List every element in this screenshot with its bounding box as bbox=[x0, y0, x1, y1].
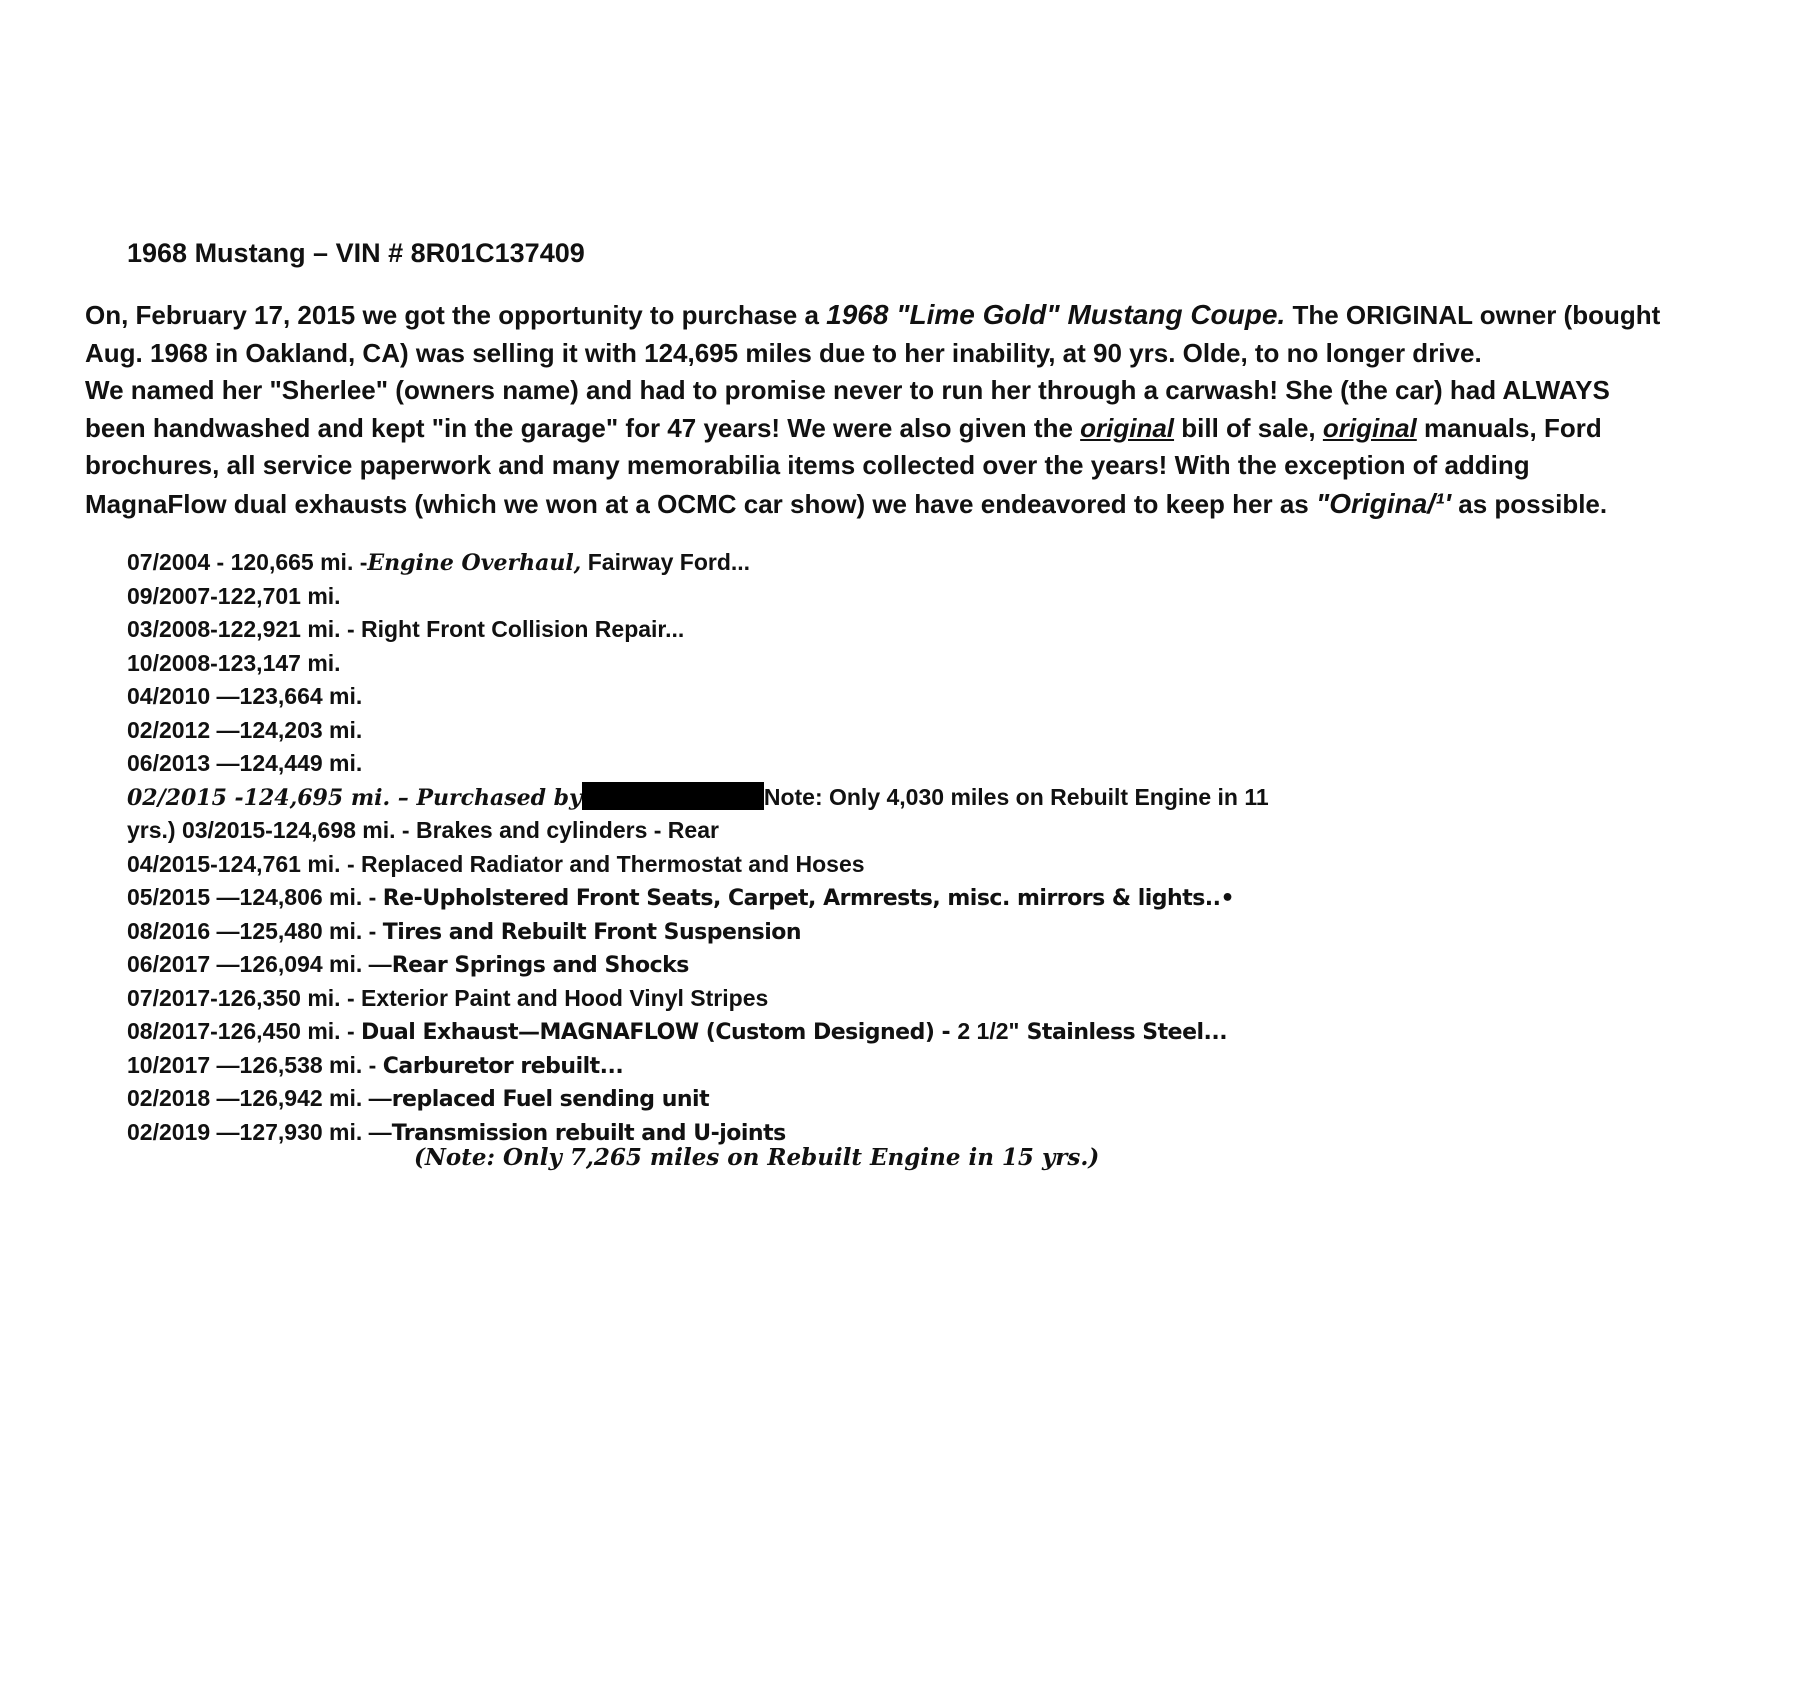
text-run: 08/2016 —125,480 mi. - bbox=[127, 917, 383, 944]
service-log-entry bbox=[127, 1082, 1269, 1116]
final-note: (Note: Only 7,265 miles on Rebuilt Engine in 15 yrs.) bbox=[414, 1144, 1100, 1171]
intro-line bbox=[85, 447, 1745, 485]
intro-line bbox=[85, 485, 1745, 524]
intro-line bbox=[85, 335, 1745, 373]
service-log-entry bbox=[127, 546, 1269, 580]
service-log-entry bbox=[127, 680, 1269, 714]
text-run: 02/2015 -124,695 mi. – Purchased by bbox=[127, 784, 582, 811]
text-run: 05/2015 —124,806 mi. - bbox=[127, 884, 383, 910]
service-log-entry bbox=[127, 948, 1269, 982]
service-log-entry bbox=[127, 982, 1269, 1016]
text-run: bill of sale, bbox=[1174, 412, 1323, 443]
text-run: original bbox=[1080, 412, 1175, 443]
text-run: Rear Springs and Shocks bbox=[391, 953, 689, 978]
intro-line bbox=[85, 296, 1745, 335]
text-run: On, February 17, 2015 we got the opportunity to purchase a bbox=[85, 300, 827, 330]
text-run: replaced Fuel sending unit bbox=[391, 1087, 710, 1112]
text-run: We named her "Sherlee" (owners name) and had to promise never to run her through a carwash! She (the car) had ALWAYS bbox=[85, 375, 1610, 405]
text-run: been handwashed and kept "in the garage" for 47 years! We were also given the bbox=[85, 412, 1081, 443]
text-run: 10/2017 —126,538 mi. - bbox=[127, 1051, 383, 1078]
service-log-entry bbox=[127, 848, 1269, 882]
text-run: Tires and Rebuilt Front Suspension bbox=[382, 919, 802, 945]
text-run: 03/2008-122,921 mi. - Right Front Collision Repair... bbox=[127, 616, 685, 642]
text-run: 10/2008-123,147 mi. bbox=[127, 649, 341, 676]
text-run: 02/2018 —126,942 mi. — bbox=[127, 1085, 392, 1111]
text-run: 07/2004 - 120,665 mi. - bbox=[127, 549, 368, 575]
text-run: "Origina/¹' bbox=[1315, 487, 1452, 519]
service-log-entry bbox=[127, 814, 1269, 848]
text-run: Engine Overhaul, bbox=[367, 550, 582, 576]
text-run: The ORIGINAL owner (bought bbox=[1285, 300, 1661, 330]
text-run: 08/2017-126,450 mi. - bbox=[127, 1018, 361, 1044]
text-run: Note: Only 4,030 miles on Rebuilt Engine in 11 bbox=[763, 783, 1269, 810]
text-run: manuals, Ford bbox=[1416, 412, 1602, 443]
text-run: 04/2015-124,761 mi. - Replaced Radiator and Thermostat and Hoses bbox=[127, 850, 865, 877]
service-log-entry bbox=[127, 747, 1269, 781]
service-log-entry bbox=[127, 915, 1269, 949]
text-run: MagnaFlow dual exhausts (which we won at a OCMC car show) we have endeavored to keep her as bbox=[85, 488, 1316, 519]
text-run: brochures, all service paperwork and many memorabilia items collected over the years! With the exception of adding bbox=[85, 450, 1530, 480]
service-log-entry bbox=[127, 1049, 1269, 1083]
text-run: as possible. bbox=[1451, 488, 1608, 519]
text-run: Carburetor rebuilt... bbox=[382, 1053, 624, 1079]
text-run: 07/2017-126,350 mi. - Exterior Paint and Hood Vinyl Stripes bbox=[127, 984, 769, 1011]
document-title: 1968 Mustang – VIN # 8R01C137409 bbox=[127, 238, 585, 268]
service-log-entry bbox=[127, 613, 1269, 647]
text-run: yrs.) 03/2015-124,698 mi. - Brakes and cylinders - Rear bbox=[127, 817, 719, 843]
text-run: 2 1/2" bbox=[957, 1018, 1020, 1044]
redacted-name-block bbox=[582, 782, 764, 810]
service-log-entry bbox=[127, 647, 1269, 681]
service-log-entry bbox=[127, 1015, 1269, 1049]
service-log-entry bbox=[127, 781, 1269, 815]
text-run: original bbox=[1322, 412, 1417, 443]
intro-paragraph bbox=[85, 296, 1745, 523]
text-run: 06/2013 —124,449 mi. bbox=[127, 750, 363, 776]
text-run: Aug. 1968 in Oakland, CA) was selling it with 124,695 miles due to her inability, at 90 yrs. Olde, to no longer drive. bbox=[85, 337, 1482, 368]
service-log-entry bbox=[127, 881, 1269, 915]
text-run: 02/2012 —124,203 mi. bbox=[127, 716, 363, 743]
service-log bbox=[127, 546, 1269, 1149]
text-run: Dual Exhaust—MAGNAFLOW (Custom Designed) - bbox=[361, 1020, 958, 1045]
text-run: 02/2019 —127,930 mi. — bbox=[127, 1118, 392, 1145]
intro-line bbox=[85, 372, 1745, 410]
service-log-entry bbox=[127, 580, 1269, 614]
text-run: Transmission rebuilt and U-joints bbox=[391, 1120, 786, 1146]
service-log-entry bbox=[127, 714, 1269, 748]
text-run: 09/2007-122,701 mi. bbox=[127, 582, 341, 609]
intro-line bbox=[85, 410, 1745, 448]
text-run: Re-Upholstered Front Seats, Carpet, Armrests, misc. mirrors & lights..• bbox=[382, 886, 1235, 911]
text-run: 04/2010 —123,664 mi. bbox=[127, 683, 363, 709]
text-run: Fairway Ford... bbox=[581, 549, 751, 575]
text-run: Stainless Steel... bbox=[1019, 1020, 1228, 1045]
text-run: 06/2017 —126,094 mi. — bbox=[127, 951, 392, 977]
text-run: 1968 "Lime Gold" Mustang Coupe. bbox=[826, 299, 1286, 330]
